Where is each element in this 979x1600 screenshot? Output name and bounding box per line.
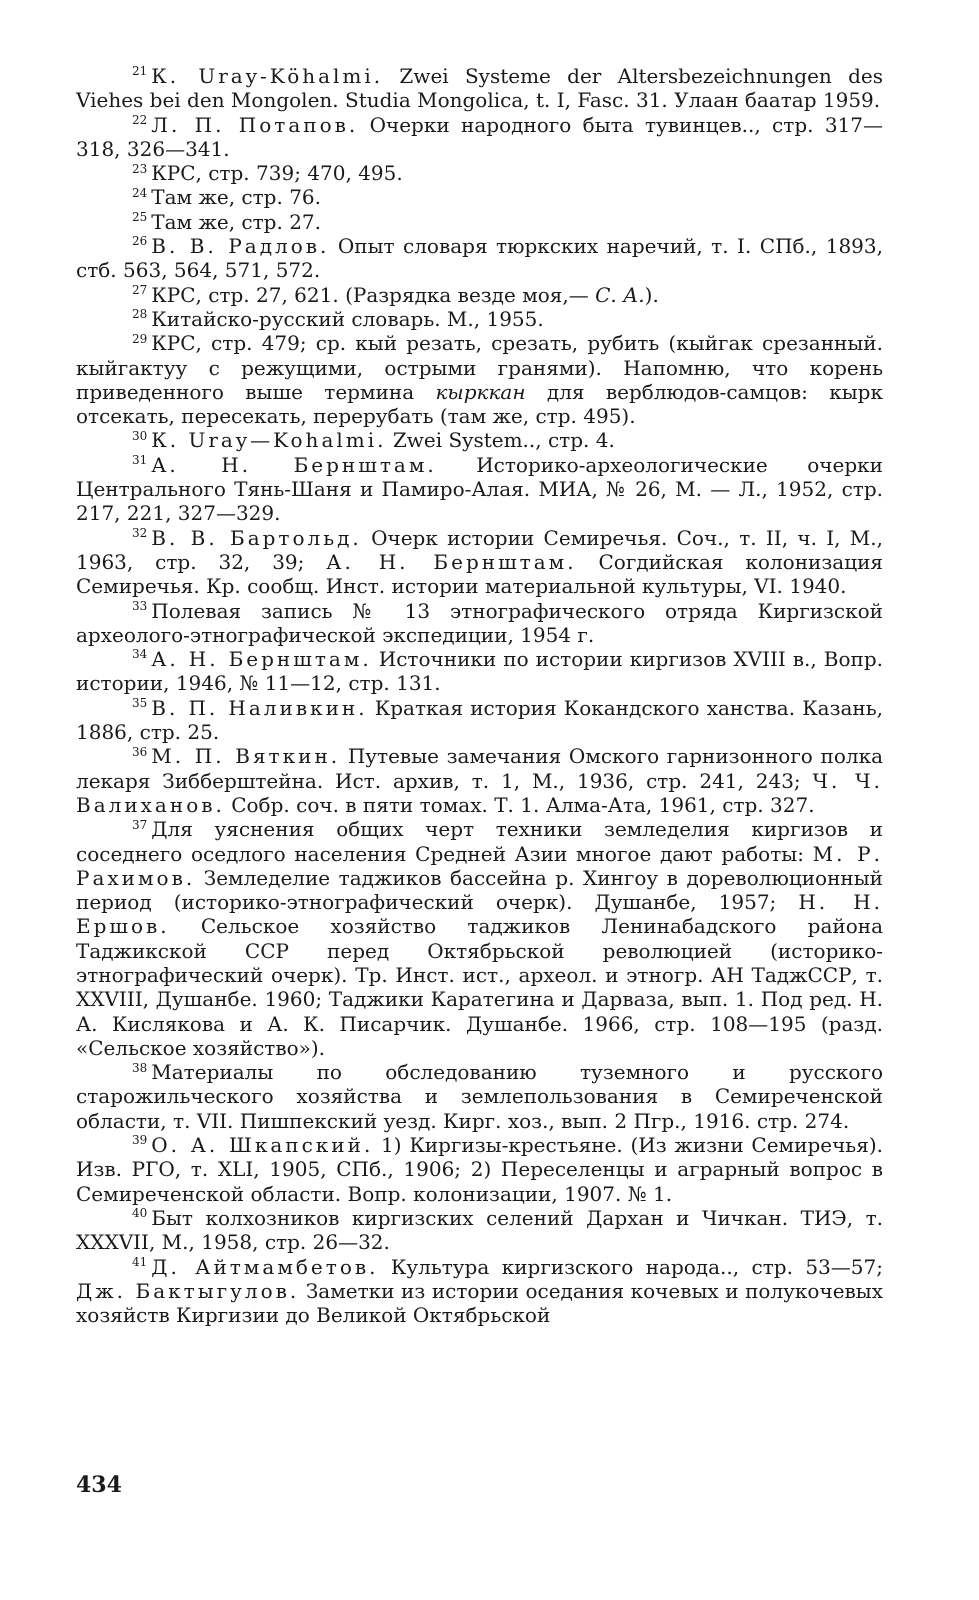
footnote-number: 22 (132, 112, 148, 127)
author-name: К. Uray-Köhalmi. (151, 64, 384, 88)
footnote-text: Источники по истории киргизов XVIII в., Вопр. истории, 1946, № 11—12, стр. 131. (76, 647, 883, 696)
author-name: А. Н. Бернштам. (151, 647, 372, 672)
footnote-text: Собр. соч. в пяти томах. Т. 1. Алма-Ата, 1961, стр. 327. (224, 792, 815, 817)
footnote-number: 38 (132, 1060, 148, 1075)
footnote-number: 39 (132, 1133, 148, 1148)
footnote (76, 1133, 883, 1206)
footnote (76, 64, 883, 113)
footnote-text: Там же, стр. 27. (151, 209, 321, 234)
italic-text: С. А. (595, 282, 645, 307)
footnote-text: Опыт словаря тюркских наречий, т. I. СПб., 1893, стб. 563, 564, 571, 572. (76, 234, 883, 283)
footnote-number: 30 (132, 428, 148, 443)
footnote-number: 36 (132, 744, 148, 759)
author-name: М. Р. Рахимов. (76, 841, 883, 890)
footnote-text: Китайско-русский словарь. М., 1955. (151, 306, 544, 331)
author-name: А. Н. Бернштам. (151, 452, 437, 477)
footnote-text: Земледелие таджиков бассейна р. Хингоу в дореволюционный период (историко-этнографический очерк). Душанбе, 1957; (76, 865, 883, 915)
footnote-number: 32 (132, 525, 148, 540)
footnote (76, 161, 883, 185)
author-name: Дж. Бактыгулов. (76, 1278, 300, 1303)
page-number: 434 (76, 1472, 122, 1498)
footnote-text: Материалы по обследованию туземного и русского старожильческого хозяйства и землепользования в Семиреченской области, т. VII. Пишпекский уезд. Кирг. хоз., вып. 2 Пгр., 1916. стр. 274. (76, 1060, 883, 1133)
footnote-number: 31 (132, 453, 148, 468)
footnote-number: 41 (132, 1254, 148, 1269)
footnote-number: 33 (132, 598, 148, 613)
footnote (76, 1206, 883, 1255)
author-name: В. В. Бартольд. (151, 525, 362, 550)
footnote-text: 1) Киргизы-крестьяне. (Из жизни Семиречья). Изв. РГО, т. XLI, 1905, СПб., 1906; 2) Переселенцы и аграрный вопрос в Семиреченской области. Вопр. колонизации, 1907. № 1. (76, 1133, 883, 1206)
author-name: О. А. Шкапский. (151, 1133, 374, 1158)
footnote-text: Заметки из истории оседания кочевых и полукочевых хозяйств Киргизии до Великой Октябрьской (76, 1278, 883, 1328)
author-name: Д. Айтмамбетов. (151, 1254, 379, 1279)
footnote-text: Полевая запись № 13 этнографического отряда Киргизской археолого-этнографической экспедиции, 1954 г. (76, 598, 883, 647)
footnote-number: 24 (132, 185, 148, 200)
footnote-text: Путевые замечания Омского гарнизонного полка лекаря Зибберштейна. Ист. архив, т. 1, М., 1936, стр. 241, 243; (76, 744, 884, 793)
footnote-number: 23 (132, 161, 148, 176)
footnote-number: 34 (132, 647, 148, 662)
footnote-text: Zwei Systeme der Altersbezeichnungen des Viehes bei den Mongolen. Studia Mongolica, t. I, Fasc. 31. Улаан баатар 1959. (76, 64, 883, 113)
footnote (76, 1255, 883, 1328)
footnote-text: Очерки народного быта тувинцев.., стр. 317—318, 326—341. (76, 112, 883, 161)
footnote (76, 234, 883, 283)
author-name: В. П. Наливкин. (151, 695, 368, 720)
footnote-text: Для уяснения общих черт техники земледелия киргизов и соседнего оседлого населения Средней Азии многое дают работы: (76, 817, 883, 866)
footnote-text: для верблюдов-самцов: кырк отсекать, пересекать, перерубать (там же, стр. 495). (76, 379, 883, 429)
footnote (76, 331, 883, 428)
footnote-text: Сельское хозяйство таджиков Ленинабадского района Таджикской ССР перед Октябрьской революцией (историко-этнографический очерк). Тр. Инст. ист., археол. и этногр. АН ТаджССР, т. XXVIII, Душанбе. 1960; Таджики Каратегина и Дарваза, вып. 1. Под ред. Н. А. Кислякова и А. К. Писарчик. Душанбе. 1966, стр. 108—195 (разд. «Сельское хозяйство»). (76, 914, 883, 1060)
footnote-text: ). (644, 282, 659, 307)
footnote (76, 647, 883, 696)
footnote-number: 25 (132, 210, 148, 225)
footnote-number: 40 (132, 1206, 148, 1221)
author-name: Л. П. Потапов. (151, 112, 359, 137)
footnote-text: Согдийская колонизация Семиречья. Кр. сообщ. Инст. истории материальной культуры, VI. 1940. (76, 549, 884, 599)
author-name: К. Uray—Kohalmi. (151, 428, 387, 453)
footnote (76, 113, 883, 162)
author-name: Ч. Ч. Валиханов. (76, 768, 883, 817)
footnote (76, 744, 883, 817)
footnote-text: Там же, стр. 76. (151, 185, 321, 210)
footnote-number: 21 (132, 64, 148, 79)
footnote (76, 1060, 883, 1133)
footnotes-list (76, 64, 883, 1327)
footnote-text: КРС, стр. 27, 621. (Разрядка везде моя,— (151, 282, 596, 307)
footnote (76, 526, 883, 599)
footnote-number: 27 (132, 283, 148, 298)
footnote-text: КРС, стр. 739; 470, 495. (151, 161, 403, 186)
footnote (76, 185, 883, 209)
footnote (76, 453, 883, 526)
footnote (76, 696, 883, 745)
footnote-number: 29 (132, 331, 148, 346)
footnote-number: 28 (132, 307, 148, 322)
author-name: М. П. Вяткин. (151, 744, 341, 769)
footnote-text: Zwei System.., стр. 4. (386, 428, 615, 453)
footnote-number: 37 (132, 817, 148, 832)
footnote-text: КРС, стр. 479; ср. кый резать, срезать, рубить (кыйгак срезанный. кыйгактуу с режущими, острыми гранями). Напомню, что корень приведенного выше термина (76, 331, 883, 404)
footnote (76, 307, 883, 331)
author-name: Н. Н. Ершов. (76, 890, 883, 939)
footnote-text: Быт колхозников киргизских селений Дархан и Чичкан. ТИЭ, т. XXXVII, М., 1958, стр. 26—32. (76, 1205, 883, 1255)
footnote-text: Очерк истории Семиречья. Соч., т. II, ч. I, М., 1963, стр. 32, 39; (76, 525, 884, 574)
footnote (76, 283, 883, 307)
italic-text: кырккан (435, 379, 526, 404)
author-name: А. Н. Бернштам. (326, 549, 577, 574)
footnote-number: 35 (132, 696, 148, 711)
footnote (76, 599, 883, 648)
footnote-number: 26 (132, 234, 148, 249)
footnote (76, 428, 883, 452)
footnote-text: Культура киргизского народа.., стр. 53—57; (378, 1254, 883, 1279)
author-name: В. В. Радлов. (151, 234, 330, 259)
footnote (76, 210, 883, 234)
footnote-text: Краткая история Кокандского ханства. Казань, 1886, стр. 25. (76, 695, 884, 745)
footnote-text: Историко-археологические очерки Центрального Тянь-Шаня и Памиро-Алая. МИА, № 26, М. — Л., 1952, стр. 217, 221, 327—329. (76, 452, 883, 526)
footnote (76, 817, 883, 1060)
